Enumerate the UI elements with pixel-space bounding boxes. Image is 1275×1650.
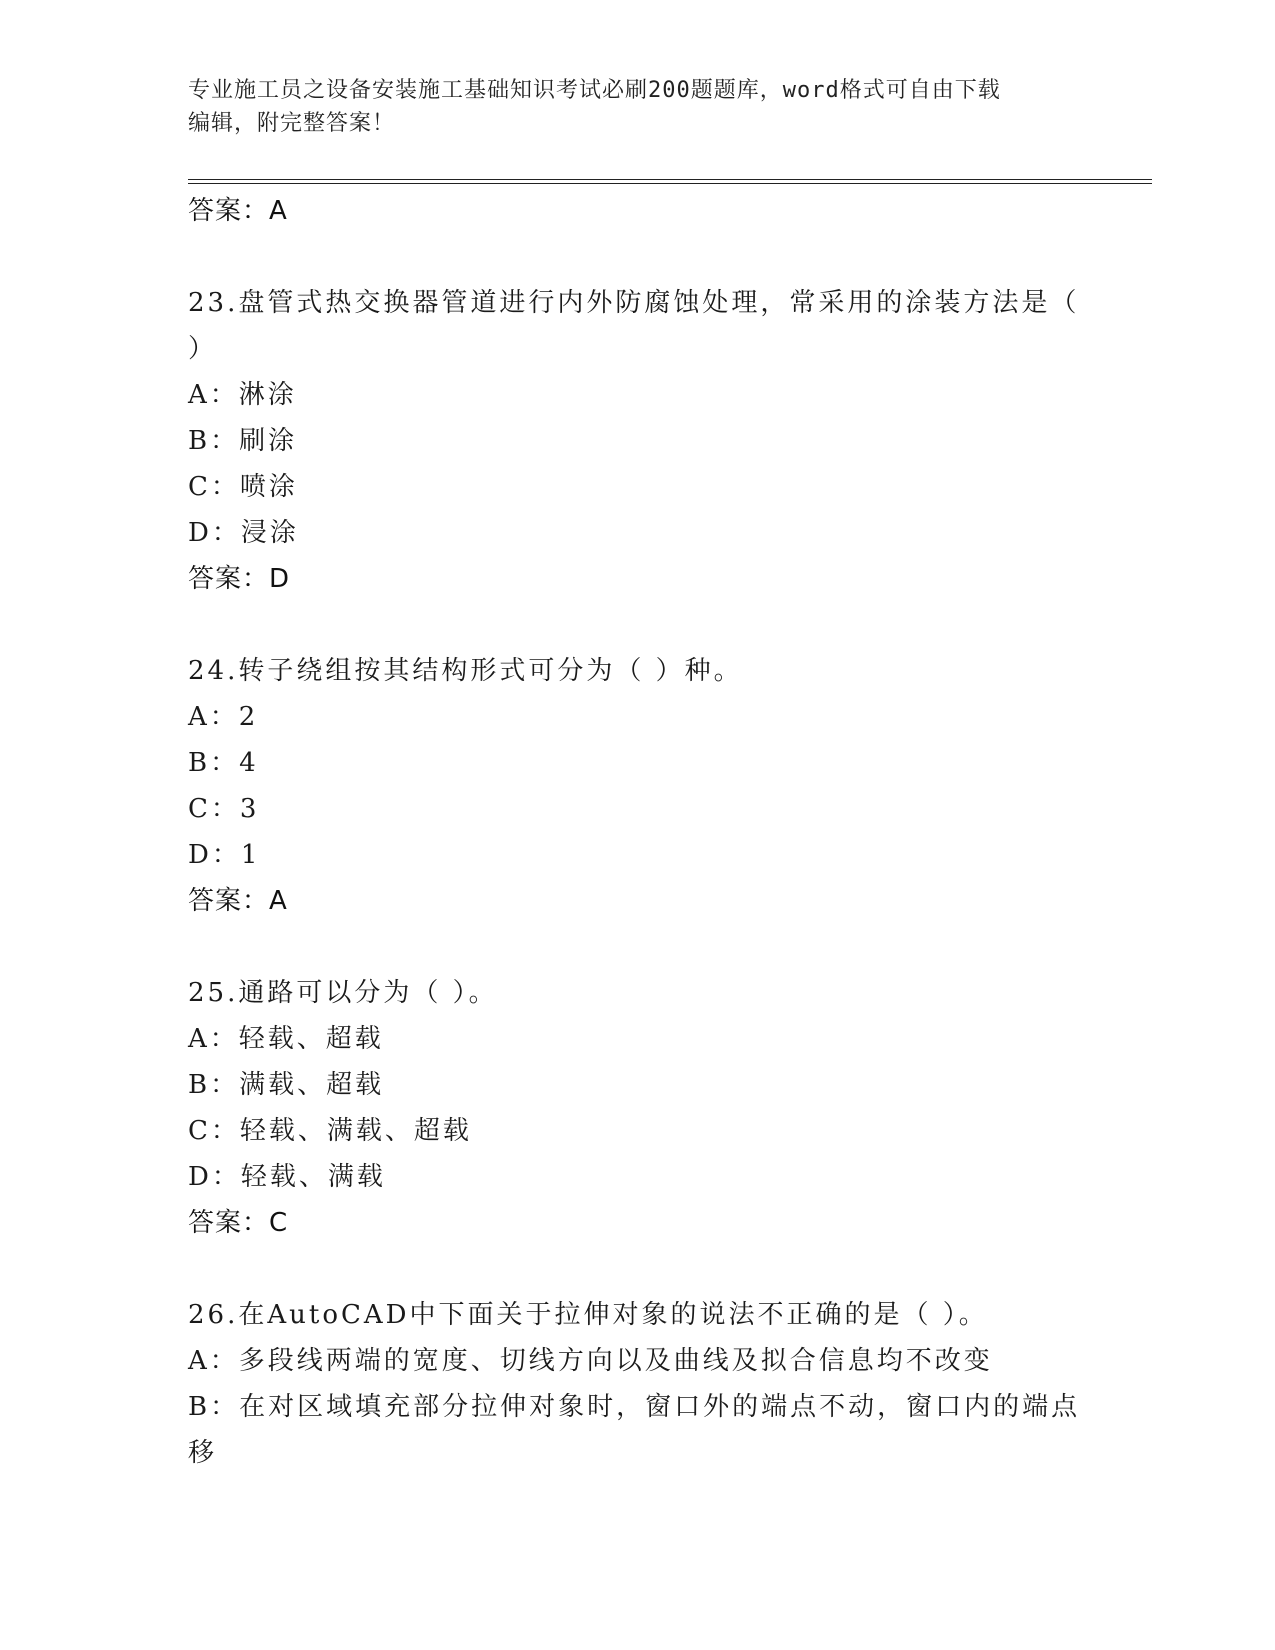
question-block <box>188 1292 1088 1476</box>
spacer <box>188 924 1088 970</box>
answer-line: 答案：A <box>188 886 288 916</box>
spacer <box>188 234 1088 280</box>
option-a: A：2 <box>188 702 259 732</box>
question-text: 26.在AutoCAD中下面关于拉伸对象的说法不正确的是（ ）。 <box>188 1300 988 1330</box>
option-d: D：浸涂 <box>188 518 299 548</box>
spacer <box>188 1246 1088 1292</box>
question-text: 23.盘管式热交换器管道进行内外防腐蚀处理，常采用的涂装方法是（ <box>188 288 1080 318</box>
header-divider-bottom <box>188 183 1152 184</box>
question-text: ） <box>188 334 218 364</box>
option-b: B：4 <box>188 748 259 778</box>
option-a: A：轻载、超载 <box>188 1024 384 1054</box>
option-c: C：喷涂 <box>188 472 298 502</box>
option-c: C：3 <box>188 794 260 824</box>
option-b: B：在对区域填充部分拉伸对象时，窗口外的端点不动，窗口内的端点 <box>188 1392 1081 1422</box>
option-b: B：刷涂 <box>188 426 298 456</box>
question-text: 25.通路可以分为（ ）。 <box>188 978 498 1008</box>
question-block <box>188 280 1088 602</box>
question-content <box>188 188 1088 1476</box>
answer-line: 答案：A <box>188 196 288 226</box>
answer-line: 答案：D <box>188 564 291 594</box>
spacer <box>188 602 1088 648</box>
header-line-1: 专业施工员之设备安装施工基础知识考试必刷200题题库，word格式可自由下载 <box>188 78 1001 103</box>
option-d: D：轻载、满载 <box>188 1162 386 1192</box>
question-text: 24.转子绕组按其结构形式可分为（ ）种。 <box>188 656 743 686</box>
answer-line: 答案：C <box>188 1208 289 1238</box>
document-header <box>188 74 1088 140</box>
header-line-2: 编辑，附完整答案！ <box>188 111 396 136</box>
option-c: C：轻载、满载、超载 <box>188 1116 472 1146</box>
question-block <box>188 648 1088 924</box>
option-b: B：满载、超载 <box>188 1070 385 1100</box>
option-a: A：多段线两端的宽度、切线方向以及曲线及拟合信息均不改变 <box>188 1346 993 1376</box>
option-d: D：1 <box>188 840 261 870</box>
header-divider-top <box>188 179 1152 180</box>
question-block <box>188 970 1088 1246</box>
option-a: A：淋涂 <box>188 380 297 410</box>
option-b-continued: 移 <box>188 1438 218 1468</box>
